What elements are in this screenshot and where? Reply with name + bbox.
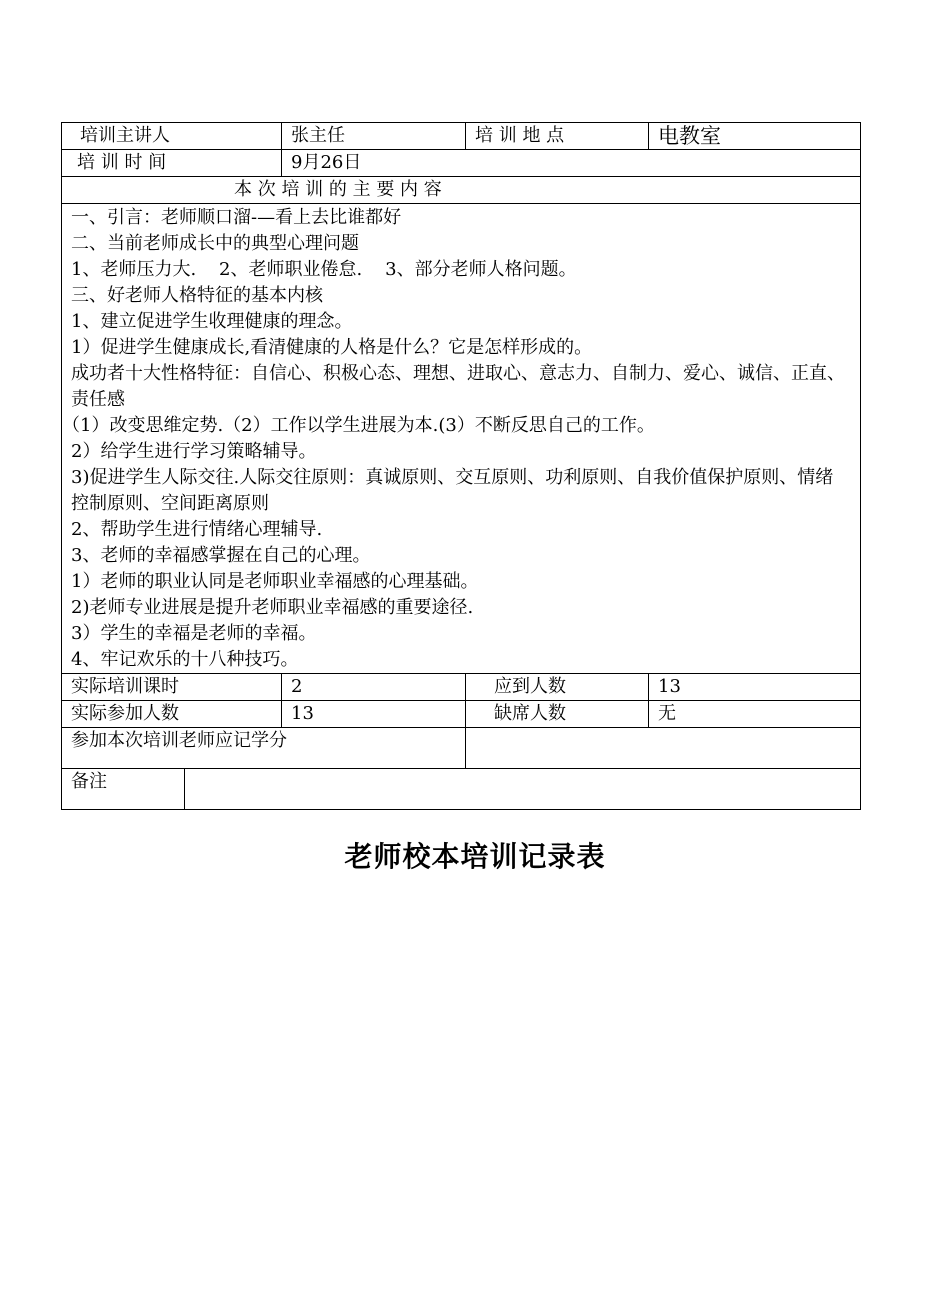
presenter-value: 张主任: [282, 123, 466, 150]
content-line: 1、老师压力大. 2、老师职业倦怠. 3、部分老师人格问题。: [71, 259, 577, 280]
time-value: 9月26日: [282, 150, 861, 177]
training-content: [62, 204, 861, 674]
credit-value: [466, 728, 861, 769]
content-title-row: [62, 177, 861, 204]
hours-label: 实际培训课时: [62, 674, 282, 701]
location-value: 电教室: [649, 123, 861, 150]
content-line: 3)促进学生人际交往.人际交往原则：真诚原则、交互原则、功利原则、自我价值保护原则、情绪控制原则、空间距离原则: [71, 467, 834, 514]
attended-label: 实际参加人数: [62, 701, 282, 728]
content-title: 本 次 培 训 的 主 要 内 容: [62, 177, 861, 204]
absent-label: 缺席人数: [466, 701, 649, 728]
training-record-sheet: [61, 122, 860, 810]
content-line: 3）学生的幸福是老师的幸福。: [71, 623, 317, 644]
content-line: 1）促进学生健康成长,看清健康的人格是什么？它是怎样形成的。: [71, 337, 593, 358]
content-line: 一、引言：老师顺口溜-—看上去比谁都好: [71, 207, 402, 228]
content-line: 1、建立促进学生收理健康的理念。: [71, 311, 353, 332]
content-line: 2）给学生进行学习策略辅导。: [71, 441, 317, 462]
remarks-label: 备注: [62, 769, 185, 810]
content-line: 1）老师的职业认同是老师职业幸福感的心理基础。: [71, 571, 479, 592]
content-row: [62, 204, 861, 674]
absent-value: 无: [649, 701, 861, 728]
content-line: 2)老师专业进展是提升老师职业幸福感的重要途径.: [71, 597, 474, 618]
credit-row: [62, 728, 861, 769]
expected-value: 13: [649, 674, 861, 701]
content-line: （1）改变思维定势.（2）工作以学生进展为本.(3）不断反思自己的工作。: [62, 415, 655, 436]
hours-value: 2: [282, 674, 466, 701]
location-label: 培 训 地 点: [466, 123, 649, 150]
remarks-value: [185, 769, 861, 810]
content-line: 三、好老师人格特征的基本内核: [71, 285, 323, 306]
time-row: [62, 150, 861, 177]
time-label: 培 训 时 间: [62, 150, 282, 177]
content-line: 4、牢记欢乐的十八种技巧。: [71, 649, 299, 670]
content-line: 3、老师的幸福感掌握在自己的心理。: [71, 545, 371, 566]
training-record-table: [61, 122, 861, 810]
hours-row: [62, 674, 861, 701]
document-title: 老师校本培训记录表: [344, 840, 606, 873]
content-line: 成功者十大性格特征：自信心、积极心态、理想、进取心、意志力、自制力、爱心、诚信、正直、责任感: [71, 363, 845, 410]
credit-label: 参加本次培训老师应记学分: [62, 728, 466, 769]
presenter-row: [62, 123, 861, 150]
presenter-label: 培训主讲人: [62, 123, 282, 150]
expected-label: 应到人数: [466, 674, 649, 701]
attended-value: 13: [282, 701, 466, 728]
attendance-row: [62, 701, 861, 728]
remarks-row: [62, 769, 861, 810]
content-line: 2、帮助学生进行情绪心理辅导.: [71, 519, 323, 540]
content-line: 二、当前老师成长中的典型心理问题: [71, 233, 359, 254]
